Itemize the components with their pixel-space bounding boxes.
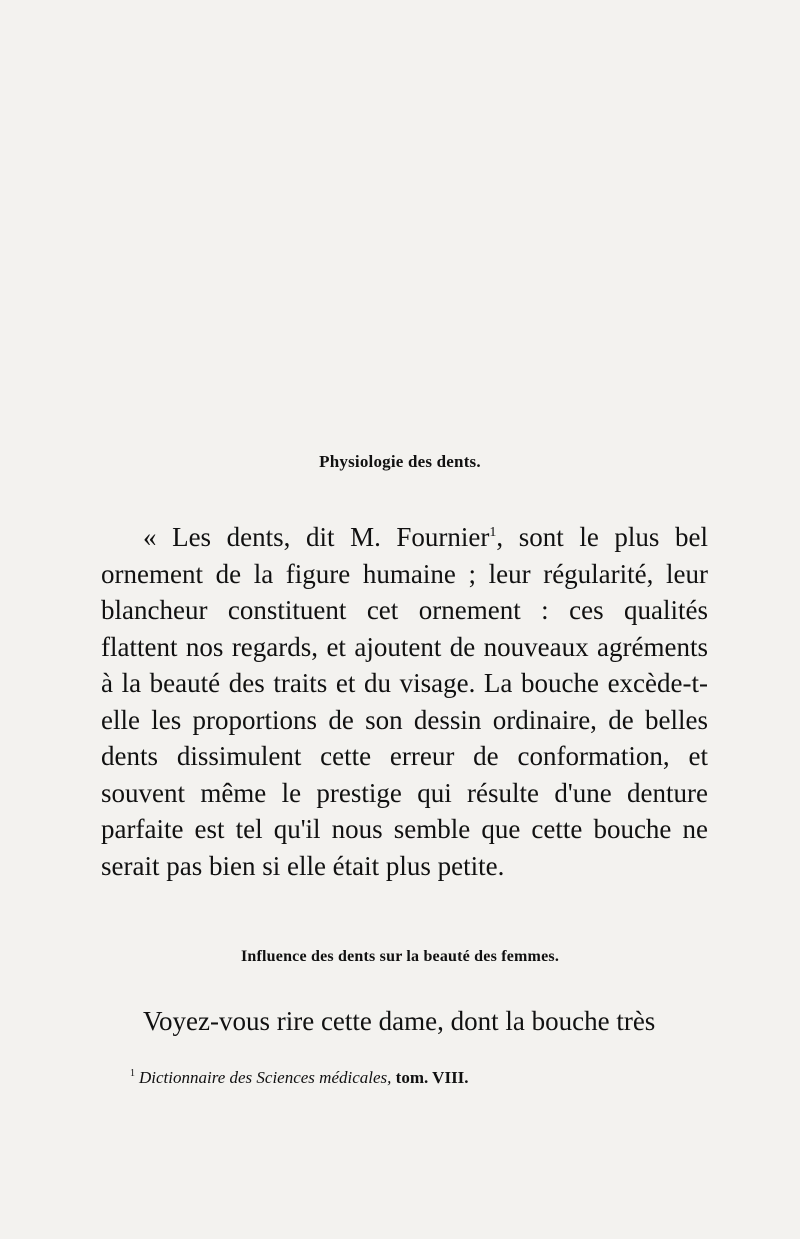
paragraph-quote-rest: , sont le plus bel ornement de la figure humaine ; leur régularité, leur blancheur constituent cet ornement : ces qualités flattent nos regards, et ajoutent de nouveaux agréments à la beauté des traits et du visage. La bouche excède-t-elle les proportions de son dessin ordinaire, de belles dents dissimulent cette erreur de conformation, et souvent même le prestige qui résulte d'une denture parfaite est tel qu'il nous semble que cette bouche ne serait pas bien si elle était plus petite. [101,522,708,881]
footnote-volume: tom. VIII. [395,1068,469,1087]
paragraph-continuation: Voyez-vous rire cette dame, dont la bouche très [143,1006,656,1036]
paragraph-quote-start: « Les dents, dit M. Fournier [143,522,490,552]
section-heading-influence: Influence des dents sur la beauté des femmes. [240,948,560,965]
footnote-title: Dictionnaire des Sciences médicales, [139,1068,392,1087]
paragraph-quote [101,519,708,884]
footnote-reference: 1 [489,525,497,540]
footnote-marker: 1 [130,1068,135,1080]
section-heading-physiology: Physiologie des dents. [319,452,481,471]
footnote [130,1068,730,1088]
